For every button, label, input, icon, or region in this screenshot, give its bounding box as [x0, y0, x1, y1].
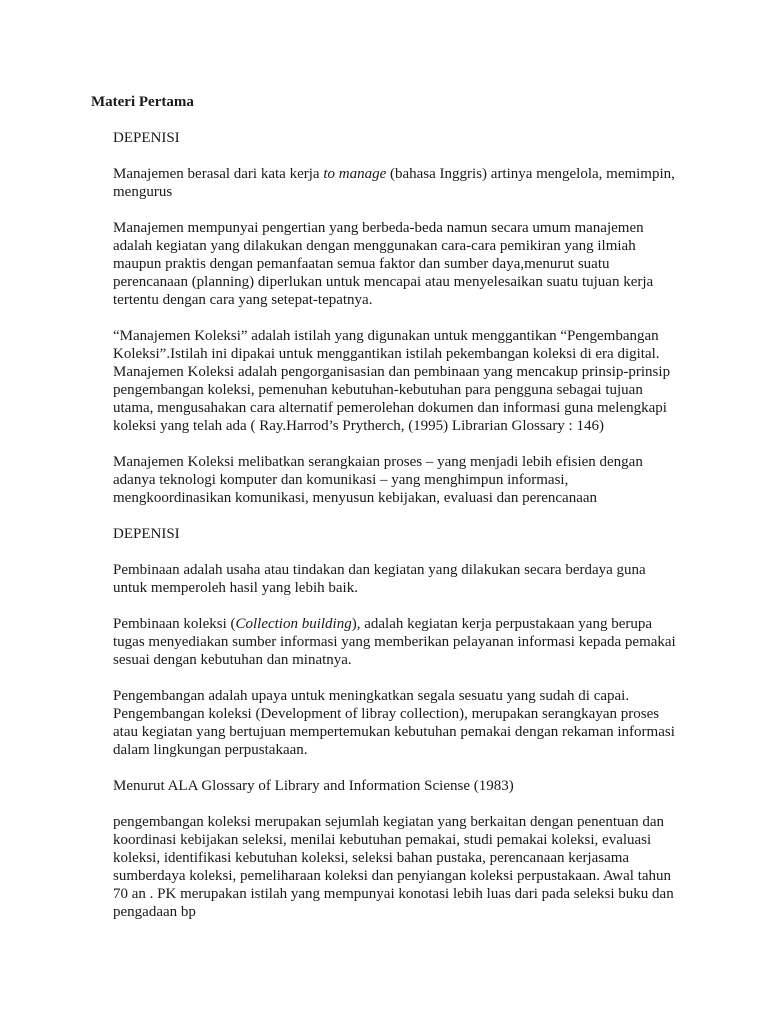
- paragraph-text: (bahasa Inggris) artinya mengelola, memimpin, mengurus: [113, 166, 675, 200]
- paragraph-text: ), adalah kegiatan kerja perpustakaan yang berupa tugas menyediakan sumber informasi yang memberikan pelayanan informasi kepada pemakai sesuai dengan kebutuhan dan minatnya.: [113, 616, 676, 668]
- paragraph-collection-development: Pengembangan adalah upaya untuk meningkatkan segala sesuatu yang sudah di capai. Pengembangan koleksi (Development of libray collection), merupakan serangkayan proses atau kegiatan yang bertujuan mempertemukan kebutuhan pemakai dengan rekaman informasi dalam lingkungan perpustakaan.: [113, 688, 675, 758]
- paragraph-collection-management-process: Manajemen Koleksi melibatkan serangkaian proses – yang menjadi lebih efisien dengan adanya teknologi komputer dan komunikasi – yang menghimpun informasi, mengkoordinasikan komunikasi, menyusun kebijakan, evaluasi dan perencanaan: [113, 454, 643, 506]
- paragraph-text: Pembinaan koleksi (: [113, 616, 236, 632]
- italic-term: to manage: [323, 166, 387, 182]
- paragraph-development-definition: Pembinaan adalah usaha atau tindakan dan kegiatan yang dilakukan secara berdaya guna untuk memperoleh hasil yang lebih baik.: [113, 562, 646, 596]
- italic-term: Collection building: [235, 616, 352, 632]
- document-body: [113, 129, 683, 939]
- paragraph-ala-glossary-reference: Menurut ALA Glossary of Library and Information Sciense (1983): [113, 778, 514, 794]
- paragraph-management-origin: [113, 165, 683, 201]
- section-heading-definition-2: DEPENISI: [113, 526, 180, 542]
- section-heading-definition-1: DEPENISI: [113, 130, 180, 146]
- paragraph-management-definition: Manajemen mempunyai pengertian yang berbeda-beda namun secara umum manajemen adalah kegiatan yang dilakukan dengan menggunakan cara-cara pemikiran yang ilmiah maupun praktis dengan pemanfaatan semua faktor dan sumber daya,menurut suatu perencanaan (planning) diperlukan untuk mencapai atau menyelesaikan suatu tujuan kerja tertentu dengan cara yang setepat-tepatnya.: [113, 220, 654, 308]
- paragraph-text: Manajemen berasal dari kata kerja: [113, 166, 324, 182]
- document-title: Materi Pertama: [91, 94, 194, 110]
- paragraph-collection-building: [113, 615, 683, 669]
- paragraph-ala-definition: pengembangan koleksi merupakan sejumlah kegiatan yang berkaitan dengan penentuan dan koordinasi kebijakan seleksi, menilai kebutuhan pemakai, studi pemakai koleksi, evaluasi koleksi, identifikasi kebutuhan koleksi, seleksi bahan pustaka, perencanaan kerjasama sumberdaya koleksi, pemeliharaan koleksi dan penyiangan koleksi perpustakaan. Awal tahun 70 an . PK merupakan istilah yang mempunyai konotasi lebih luas dari pada seleksi buku dan pengadaan bp: [113, 814, 674, 920]
- paragraph-collection-management: “Manajemen Koleksi” adalah istilah yang digunakan untuk menggantikan “Pengembangan Koleksi”.Istilah ini dipakai untuk menggantikan istilah pekembangan koleksi di era digital. Manajemen Koleksi adalah pengorganisasian dan pembinaan yang mencakup prinsip-prinsip pengembangan koleksi, pemenuhan kebutuhan-kebutuhan para pengguna sebagai tujuan utama, mengusahakan cara alternatif pemerolehan dokumen dan informasi guna melengkapi koleksi yang telah ada ( Ray.Harrod’s Prytherch, (1995) Librarian Glossary : 146): [113, 328, 671, 434]
